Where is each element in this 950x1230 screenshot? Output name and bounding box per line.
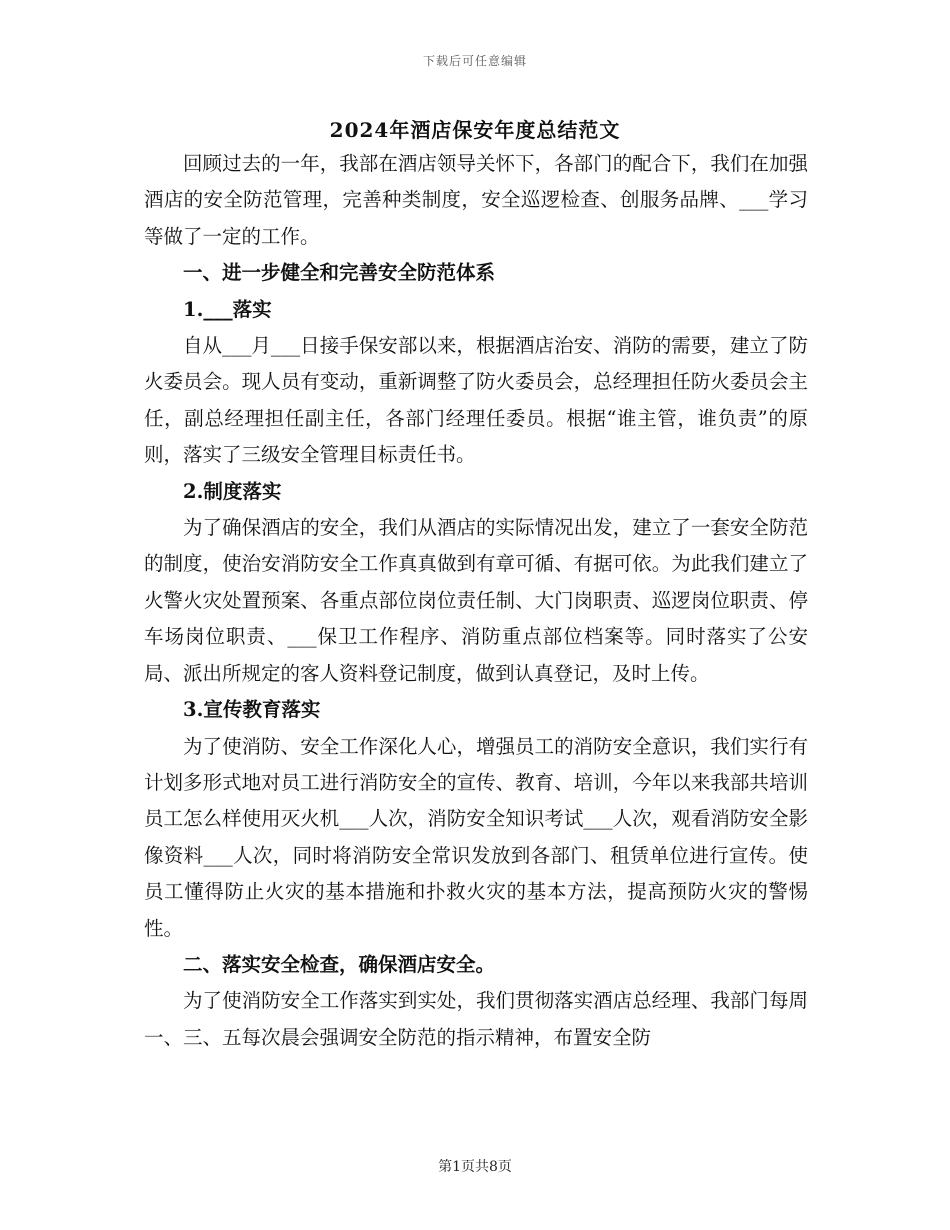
intro-paragraph: 回顾过去的一年，我部在酒店领导关怀下，各部门的配合下，我们在加强酒店的安全防范管理，完善种类制度，安全巡逻检查、创服务品牌、___学习等做了一定的工作。 <box>144 152 808 248</box>
body-paragraph-4: 为了使消防安全工作落实到实处，我们贯彻落实酒店总经理、我部门每周一、三、五每次晨会强调安全防范的指示精神，布置安全防 <box>144 989 808 1049</box>
body-paragraph-3: 为了使消防、安全工作深化人心，增强员工的消防安全意识，我们实行有计划多形式地对员工进行消防安全的宣传、教育、培训，今年以来我部共培训员工怎么样使用灭火机___人次，消防安全知识考试___人次，观看消防安全影像资料___人次，同时将消防安全常识发放到各部门、租赁单位进行宣传。使员工懂得防止火灾的基本措施和扑救火灾的基本方法，提高预防火灾的警惕性。 <box>144 734 808 940</box>
page-number-footer: 第1页共8页 <box>438 1159 512 1175</box>
header-note: 下载后可任意编辑 <box>422 54 527 68</box>
subsection-heading-1: 1.___落实 <box>183 297 272 321</box>
document-body <box>144 146 808 1056</box>
subsection-heading-3: 3.宣传教育落实 <box>183 698 321 722</box>
subsection-heading-2: 2.制度落实 <box>183 479 282 503</box>
body-paragraph-2: 为了确保酒店的安全，我们从酒店的实际情况出发，建立了一套安全防范的制度，使治安消防安全工作真真做到有章可循、有据可依。为此我们建立了火警火灾处置预案、各重点部位岗位责任制、大门岗职责、巡逻岗位职责、停车场岗位职责、___保卫工作程序、消防重点部位档案等。同时落实了公安局、派出所规定的客人资料登记制度，做到认真登记，及时上传。 <box>144 516 808 685</box>
section-heading-2: 二、落实安全检查，确保酒店安全。 <box>183 952 496 976</box>
body-paragraph-1: 自从___月___日接手保安部以来，根据酒店治安、消防的需要，建立了防火委员会。现人员有变动，重新调整了防火委员会，总经理担任防火委员会主任，副总经理担任副主任，各部门经理任委员。根据“谁主管，谁负责”的原则，落实了三级安全管理目标责任书。 <box>144 334 808 467</box>
section-heading-1: 一、进一步健全和完善安全防范体系 <box>183 261 496 285</box>
document-title: 2024年酒店保安年度总结范文 <box>329 118 621 142</box>
